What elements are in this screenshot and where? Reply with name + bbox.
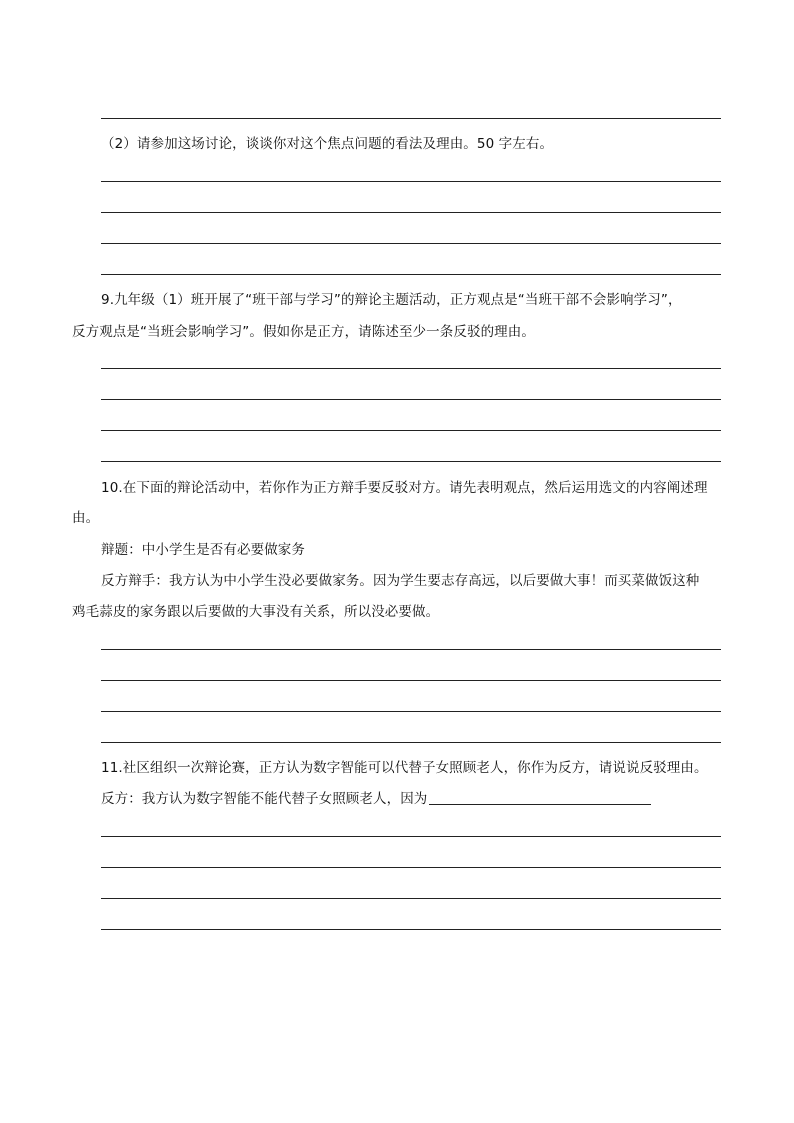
debate-topic: 辩题：中小学生是否有必要做家务 [101,542,305,558]
answer-line[interactable] [101,929,721,930]
question-11-line-1: 11.社区组织一次辩论赛，正方认为数字智能可以代替子女照顾老人，你作为反方，请说说反驳理由。 [101,760,708,776]
answer-line[interactable] [101,368,721,369]
question-10-line-1: 10.在下面的辩论活动中，若你作为正方辩手要反驳对方。请先表明观点，然后运用选文的内容阐述理 [101,480,708,496]
answer-line[interactable] [101,742,721,743]
answer-line[interactable] [101,118,721,119]
answer-line[interactable] [101,181,721,182]
answer-line[interactable] [101,898,721,899]
question-11-prompt [101,789,651,809]
answer-line[interactable] [101,274,721,275]
question-11-prompt-text: 反方：我方认为数字智能不能代替子女照顾老人，因为 [101,791,428,807]
question-8-2: （2）请参加这场讨论，谈谈你对这个焦点问题的看法及理由。50 字左右。 [101,136,554,152]
question-9-line-2: 反方观点是“当班会影响学习”。假如你是正方，请陈述至少一条反驳的理由。 [72,324,535,340]
answer-line[interactable] [101,836,721,837]
answer-line[interactable] [101,212,721,213]
answer-line[interactable] [101,243,721,244]
answer-line[interactable] [101,867,721,868]
answer-line[interactable] [101,680,721,681]
answer-line[interactable] [101,399,721,400]
answer-line[interactable] [101,461,721,462]
answer-line[interactable] [101,649,721,650]
answer-line[interactable] [101,430,721,431]
question-10-line-2: 由。 [72,510,100,526]
opposing-debater-line-1: 反方辩手：我方认为中小学生没必要做家务。因为学生要志存高远，以后要做大事！而买菜做饭这种 [101,573,700,589]
question-9-line-1: 9.九年级（1）班开展了“班干部与学习”的辩论主题活动，正方观点是“当班干部不会影响学习”， [101,292,682,308]
opposing-debater-line-2: 鸡毛蒜皮的家务跟以后要做的大事没有关系，所以没必要做。 [72,604,440,620]
inline-answer-blank[interactable] [429,790,651,805]
answer-line[interactable] [101,711,721,712]
